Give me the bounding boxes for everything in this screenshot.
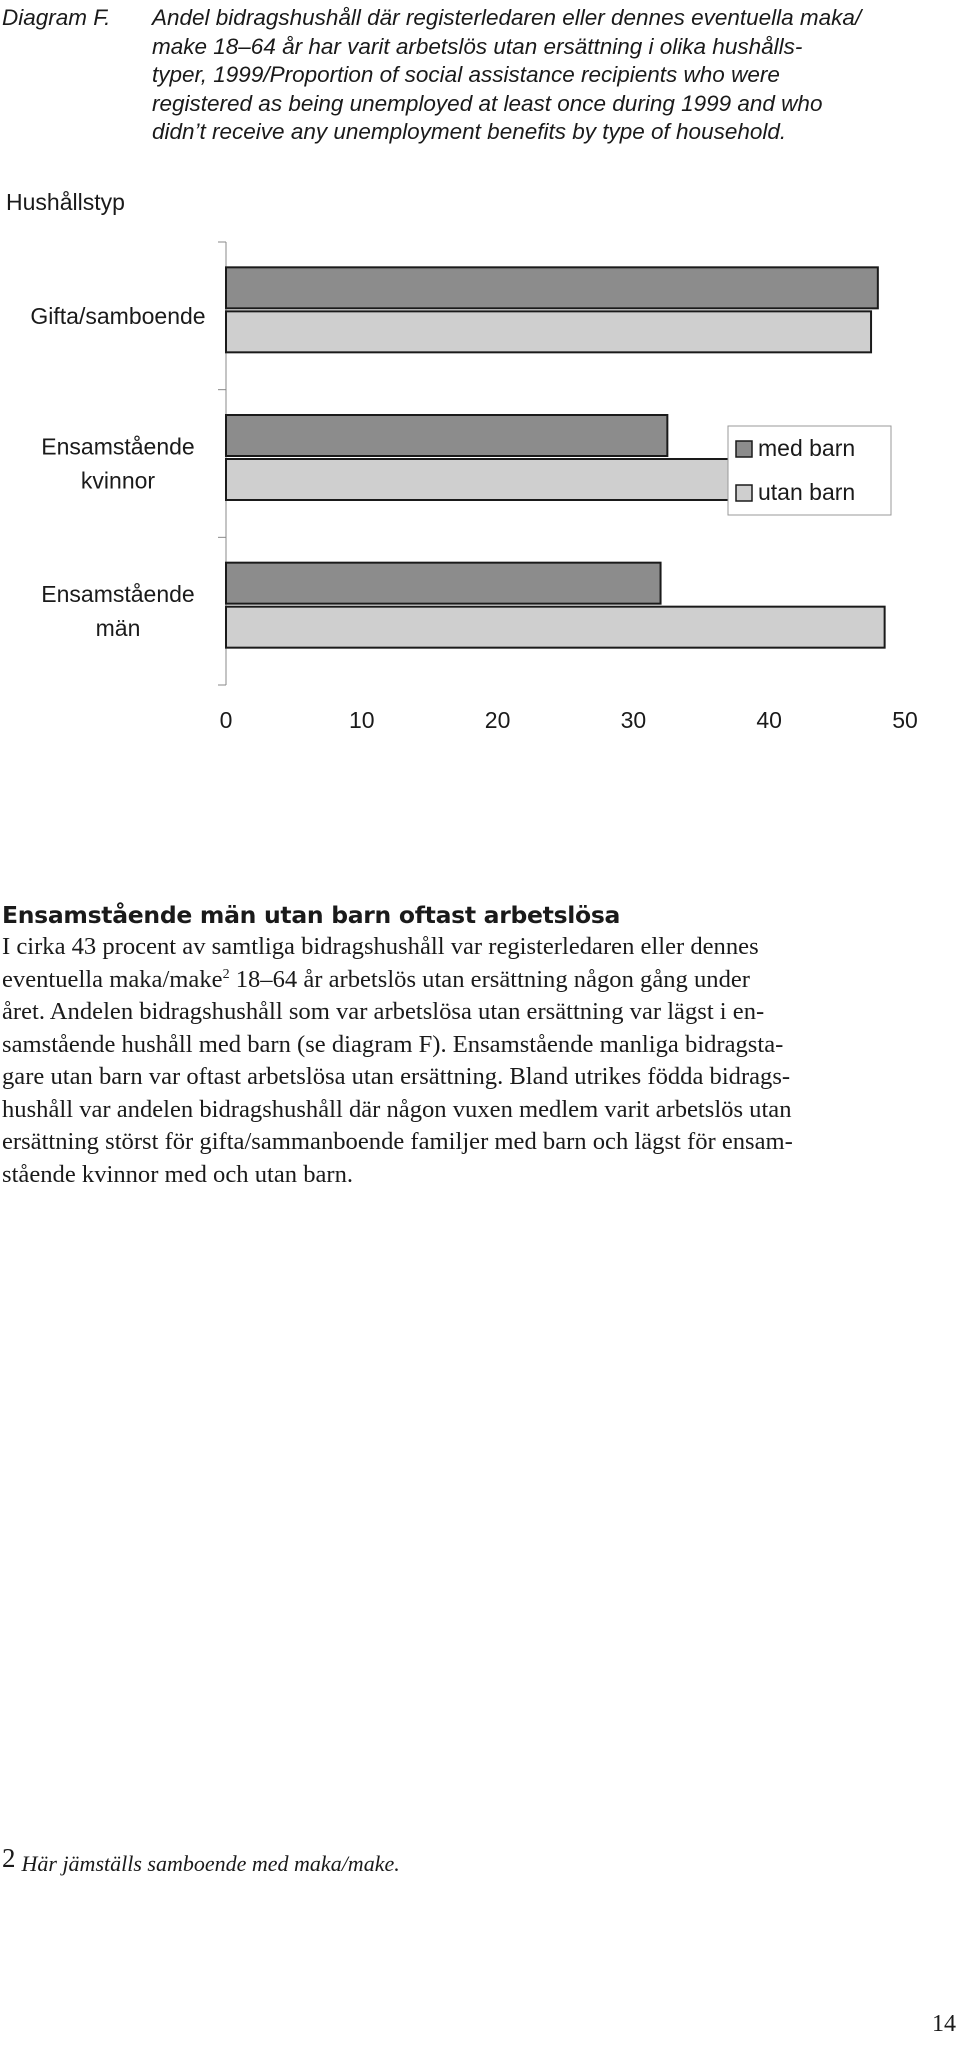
body-line: ersättning störst för gifta/sammanboende familjer med barn och lägst för ensam-	[2, 1128, 793, 1155]
caption-line: Diagram F. Andel bidragshushåll där registerledaren eller dennes eventuella maka/	[2, 4, 952, 33]
section-heading: Ensamstående män utan barn oftast arbetslösa	[2, 901, 621, 929]
bar-med-barn	[226, 563, 661, 604]
footnote-mark: 2	[2, 1843, 16, 1873]
body-line: året. Andelen bidragshushåll som var arbetslösa utan ersättning var lägst i en-	[2, 998, 765, 1025]
x-tick-label: 10	[349, 707, 375, 733]
bar-utan-barn	[226, 311, 871, 352]
figure-caption	[2, 4, 952, 147]
bar-med-barn	[226, 415, 667, 456]
caption-line: registered as being unemployed at least once during 1999 and who	[152, 90, 823, 116]
category-label: Ensamstående kvinnor	[41, 433, 195, 494]
x-tick-label: 0	[219, 707, 233, 733]
legend-label: med barn	[758, 435, 856, 461]
category-label: Gifta/samboende	[30, 302, 206, 329]
legend-swatch	[736, 485, 752, 501]
x-tick-label: 20	[484, 707, 511, 733]
legend-label: utan barn	[758, 479, 856, 505]
article-body	[2, 900, 957, 1191]
footnote-text: Här jämställs samboende med maka/make.	[21, 1851, 400, 1876]
body-line: hushåll var andelen bidragshushåll där någon vuxen medlem varit arbetslös utan	[2, 1095, 792, 1123]
caption-line: typer, 1999/Proportion of social assistance recipients who were	[152, 62, 780, 87]
footnote	[2, 1843, 400, 1877]
x-tick-label: 50	[892, 707, 918, 733]
category-label: Ensamstående män	[41, 581, 195, 642]
body-line: samstående hushåll med barn (se diagram F). Ensamstående manliga bidragsta-	[2, 1030, 784, 1058]
caption-line: didn’t receive any unemployment benefits by type of household.	[152, 119, 787, 144]
y-axis-title: Hushållstyp	[6, 189, 125, 215]
bar-utan-barn	[226, 607, 885, 648]
bar-med-barn	[226, 267, 878, 308]
body-line: gare utan barn var oftast arbetslösa utan ersättning. Bland utrikes födda bidrags-	[2, 1063, 791, 1090]
footnote-reference: 2	[222, 966, 230, 982]
caption-line: make 18–64 år har varit arbetslös utan ersättning i olika hushålls-	[152, 33, 803, 59]
legend-swatch	[736, 441, 752, 457]
x-tick-label: 30	[620, 707, 647, 733]
bar-chart	[0, 180, 960, 800]
caption-label: Diagram F.	[2, 5, 111, 30]
body-line: eventuella maka/make$^2$ 18–64 år arbetslös utan ersättning någon gång under	[2, 965, 750, 993]
bar-utan-barn	[226, 459, 790, 500]
page-number: 14	[932, 2011, 956, 2037]
body-line: I cirka 43 procent av samtliga bidragshushåll var registerledaren eller dennes	[2, 933, 759, 960]
x-tick-label: 40	[756, 707, 782, 733]
body-line: stående kvinnor med och utan barn.	[2, 1160, 354, 1188]
